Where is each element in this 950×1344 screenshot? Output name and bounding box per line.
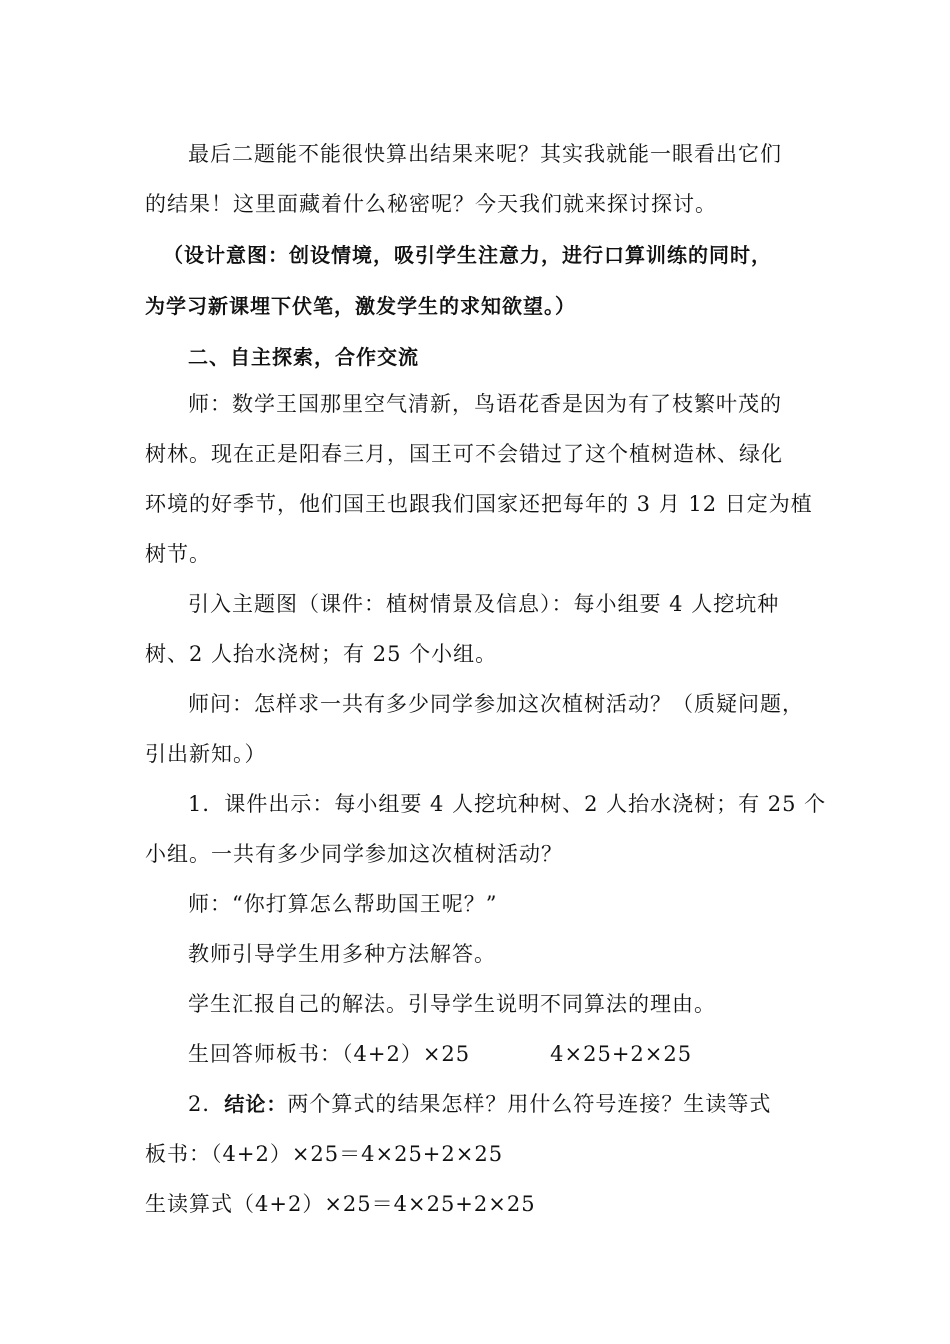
paragraph-line: 树节。: [145, 542, 211, 566]
paragraph-line: 环境的好季节，他们国王也跟我们国家还把每年的 3 月 12 日定为植: [145, 492, 813, 516]
paragraph-line: 的结果！这里面藏着什么秘密呢？今天我们就来探讨探讨。: [145, 192, 717, 216]
paragraph-line: 学生汇报自己的解法。引导学生说明不同算法的理由。: [188, 992, 716, 1016]
paragraph-line: 树林。现在正是阳春三月，国王可不会错过了这个植树造林、绿化: [145, 442, 783, 466]
design-intent-line: （设计意图：创设情境，吸引学生注意力，进行口算训练的同时，: [163, 243, 772, 267]
paragraph-line: 教师引导学生用多种方法解答。: [188, 942, 496, 966]
paragraph-line: 师：“你打算怎么帮助国王呢？”: [188, 892, 498, 916]
paragraph-line: 树、2 人抬水浇树；有 25 个小组。: [145, 642, 498, 666]
conclusion-line: [188, 1088, 771, 1118]
design-intent-line: 为学习新课埋下伏笔，激发学生的求知欲望。）: [145, 294, 576, 318]
section-heading: 二、自主探索，合作交流: [188, 345, 419, 369]
board-expression-1: 生回答师板书：（4+2）×25: [188, 1042, 471, 1066]
paragraph-line: 引出新知。）: [145, 742, 267, 766]
paragraph-line: 师：数学王国那里空气清新，鸟语花香是因为有了枝繁叶茂的: [188, 392, 782, 416]
board-expression-2: 4×25+2×25: [550, 1042, 693, 1066]
board-writing-line: [188, 1038, 692, 1068]
item-number: 2．: [188, 1092, 225, 1116]
paragraph-line: 引入主题图（课件：植树情景及信息）：每小组要 4 人挖坑种: [188, 592, 780, 616]
paragraph-line: 板书：（4+2）×25＝4×25+2×25: [145, 1142, 504, 1166]
paragraph-line: 师问：怎样求一共有多少同学参加这次植树活动？（质疑问题，: [188, 692, 804, 716]
paragraph-line: 生读算式（4+2）×25＝4×25+2×25: [145, 1192, 536, 1216]
paragraph-line: 最后二题能不能很快算出结果来呢？其实我就能一眼看出它们: [188, 142, 782, 166]
paragraph-line: 小组。一共有多少同学参加这次植树活动？: [145, 842, 563, 866]
conclusion-label: 结论：: [224, 1092, 288, 1116]
conclusion-text: 两个算式的结果怎样？用什么符号连接？生读等式: [287, 1092, 772, 1116]
paragraph-line: 1．课件出示：每小组要 4 人挖坑种树、2 人抬水浇树；有 25 个: [188, 792, 827, 816]
